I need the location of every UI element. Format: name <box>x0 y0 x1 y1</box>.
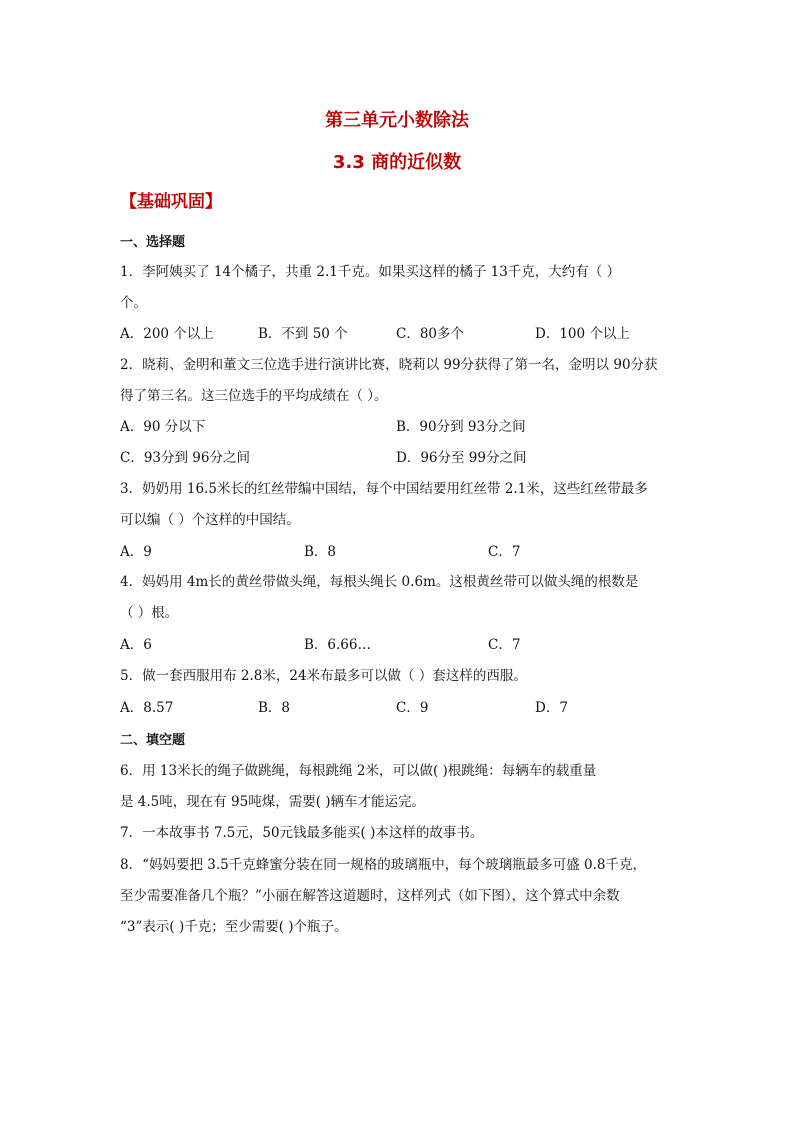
question-6-line-2: 是 4.5吨，现在有 95吨煤，需要( )辆车才能运完。 <box>120 794 426 810</box>
question-4-line-1: 4．妈妈用 4m长的黄丝带做头绳，每根头绳长 0.6m。这根黄丝带可以做头绳的根数是 <box>120 574 639 590</box>
question-4-line-2: （ ）根。 <box>120 605 179 621</box>
question-3-option-a: A．9 <box>120 544 152 560</box>
page-title: 第三单元小数除法 <box>325 110 469 131</box>
question-4-option-c: C．7 <box>488 637 521 653</box>
question-2-line-2: 得了第三名。这三位选手的平均成绩在（ ）。 <box>120 388 388 404</box>
question-5-option-a: A．8.57 <box>120 700 174 716</box>
question-4-option-b: B．6.66… <box>304 637 371 653</box>
question-2-line-1: 2．晓莉、金明和董文三位选手进行演讲比赛，晓莉以 99分获得了第一名，金明以 90分获 <box>120 357 658 373</box>
question-5-option-b: B．8 <box>258 700 291 716</box>
question-8-line-3: “3”表示( )千克；至少需要( )个瓶子。 <box>120 919 348 935</box>
question-5-option-c: C．9 <box>396 700 429 716</box>
question-4-option-a: A．6 <box>120 637 152 653</box>
question-2-option-d: D．96分至 99分之间 <box>396 450 527 466</box>
question-1-option-d: D．100 个以上 <box>535 326 630 342</box>
question-1-option-a: A．200 个以上 <box>120 326 214 342</box>
question-8-line-1: 8．“妈妈要把 3.5千克蜂蜜分装在同一规格的玻璃瓶中，每个玻璃瓶最多可盛 0.8千克， <box>120 857 647 873</box>
question-2-option-c: C．93分到 96分之间 <box>120 450 250 466</box>
question-5-option-d: D．7 <box>535 700 568 716</box>
question-7-line-1: 7．一本故事书 7.5元，50元钱最多能买( )本这样的故事书。 <box>120 825 484 841</box>
part1-heading: 一、选择题 <box>120 235 186 250</box>
question-2-option-a: A．90 分以下 <box>120 419 206 435</box>
part2-heading: 二、填空题 <box>120 733 186 748</box>
question-1-line-1: 1．李阿姨买了 14个橘子，共重 2.1千克。如果买这样的橘子 13千克，大约有（ ） <box>120 264 621 280</box>
question-5-line-1: 5．做一套西服用布 2.8米，24米布最多可以做（ ）套这样的西服。 <box>120 668 527 684</box>
question-3-option-b: B．8 <box>304 544 337 560</box>
question-6-line-1: 6．用 13米长的绳子做跳绳，每根跳绳 2米，可以做( )根跳绳：每辆车的载重量 <box>120 763 597 779</box>
question-8-line-2: 至少需要准备几个瓶？”小丽在解答这道题时，这样列式（如下图），这个算式中余数 <box>120 888 620 904</box>
question-2-option-b: B．90分到 93分之间 <box>396 419 526 435</box>
question-1-option-b: B．不到 50 个 <box>258 326 348 342</box>
section-tag: 【基础巩固】 <box>120 192 222 212</box>
page-subtitle: 3.3 商的近似数 <box>332 152 462 173</box>
question-1-line-2: 个。 <box>120 295 147 311</box>
question-1-option-c: C．80多个 <box>396 326 465 342</box>
question-3-line-2: 可以编（ ）个这样的中国结。 <box>120 512 300 528</box>
question-3-line-1: 3．奶奶用 16.5米长的红丝带编中国结，每个中国结要用红丝带 2.1米，这些红丝带最多 <box>120 481 648 497</box>
question-3-option-c: C．7 <box>488 544 521 560</box>
